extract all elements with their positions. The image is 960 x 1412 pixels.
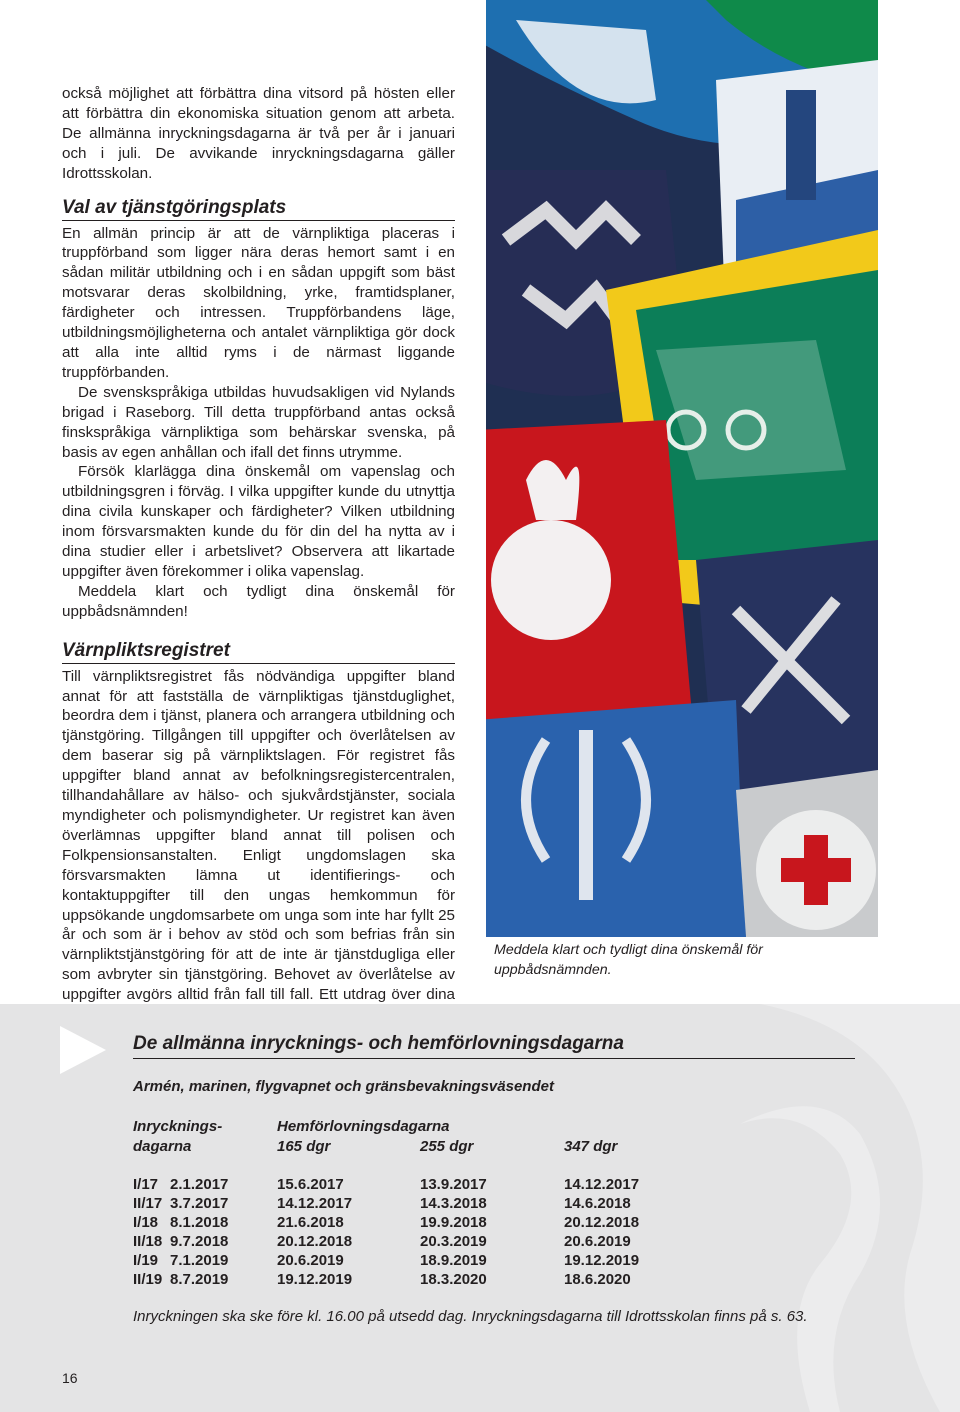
row-255: 19.9.2018 <box>420 1214 487 1231</box>
intro-paragraph: också möjlighet att förbättra dina vitsord på hösten eller att förbättra din ekonomiska situation genom att arbeta. De allmänna inryckningsdagarna är två per år i januari och i juli. De avvikande inryckningsdagarna gäller Idrottsskolan. <box>62 85 455 182</box>
unit-badges-photo <box>486 0 878 937</box>
main-text-column <box>62 84 455 1045</box>
val-paragraph-3: Försök klarlägga dina önskemål om vapenslag och utbildningsgren i förväg. I vilka uppgifter kunde du utnyttja dina civila kunskaper och färdigheter? Vilken utbildning inom försvarsmakten kunde du för din del ha nytta av i dina studier eller i arbetslivet? Observera att likartade uppgifter även förekommer i olika vapenslag. <box>62 463 455 580</box>
photo-caption: Meddela klart och tydligt dina önskemål för uppbådsnämnden. <box>494 942 763 978</box>
section-heading-registret: Värnpliktsregistret <box>62 640 455 664</box>
arrow-marker-icon <box>60 1026 106 1074</box>
registret-paragraph: Till värnpliktsregistret fås nödvändiga uppgifter bland annat för att fastställa de värnpliktigas tjänstduglighet, beordra dem i tjänst, planera och arrangera utbildning och tjänstgöring. Tillgången till uppgifter och överlåtelsen av dem baserar sig på värnpliktslagen. För registret fås uppgifter bland annat av befolkningsregistercentralen, tillhandahållare av hälso- och sjukvårdstjänster, sociala myndigheter och polismyndigheter. Ur registret kan även överlämnas uppgifter bland annat till polisen och Folkpensionsanstalten. Enligt ungdomslagen ska försvarsmakten lämna ut identifierings- och kontaktuppgifter till den ungas hemkommun för uppsökande ungdomsarbete om unga som inte har fyllt 25 år och som är i behov av stöd och som befrias från sin värnpliktstjänstgöring för att de inte är tjänstdugliga eller som avbryter sin tjänstgöring. Behovet av överlåtelse av uppgifter avgörs alltid från fall till fall. Ett utdrag över dina <box>62 667 455 1004</box>
row-term: II/18 <box>133 1233 163 1250</box>
row-255: 20.3.2019 <box>420 1233 487 1250</box>
section-heading-val: Val av tjänstgöringsplats <box>62 197 455 221</box>
schedule-box <box>0 1004 960 1412</box>
row-term: II/19 <box>133 1271 163 1288</box>
row-term: I/18 <box>133 1214 159 1231</box>
row-255: 18.3.2020 <box>420 1271 487 1288</box>
schedule-footnote: Inryckningen ska ske före kl. 16.00 på utsedd dag. Inryckningsdagarna till Idrottsskolan finns på s. 63. <box>133 1308 808 1325</box>
row-255: 18.9.2019 <box>420 1252 487 1269</box>
row-347: 20.6.2019 <box>564 1233 631 1250</box>
header-255: 255 dgr <box>420 1138 474 1155</box>
val-paragraph-4: Meddela klart och tydligt dina önskemål för uppbådsnämnden! <box>62 582 455 620</box>
row-term: II/17 <box>133 1195 163 1212</box>
header-inrycknings: Inrycknings- <box>133 1118 223 1135</box>
row-165: 19.12.2019 <box>277 1271 353 1288</box>
schedule-title: De allmänna inrycknings- och hemförlovningsdagarna <box>133 1032 855 1059</box>
row-347: 14.12.2017 <box>564 1176 640 1193</box>
row-255: 14.3.2018 <box>420 1195 487 1212</box>
header-165: 165 dgr <box>277 1138 331 1155</box>
header-347: 347 dgr <box>564 1138 618 1155</box>
row-255: 13.9.2017 <box>420 1176 487 1193</box>
row-start: 2.1.2017 <box>170 1176 229 1193</box>
row-start: 8.7.2019 <box>170 1271 229 1288</box>
row-start: 7.1.2019 <box>170 1252 229 1269</box>
row-347: 19.12.2019 <box>564 1252 640 1269</box>
row-start: 3.7.2017 <box>170 1195 229 1212</box>
row-165: 21.6.2018 <box>277 1214 344 1231</box>
row-start: 9.7.2018 <box>170 1233 229 1250</box>
header-dagarna: dagarna <box>133 1138 192 1155</box>
val-paragraph-1: En allmän princip är att de värnpliktiga placeras i truppförband som ligger nära deras hemort samt i en sådan militär utbildning och i en sådan uppgift som bäst motsvarar deras skolbildning, yrke, framtidsplaner, färdigheter och intressen. Truppförbandens läge, utbildningsmöjligheterna och antalet värnpliktiga gör dock att alla inte alltid ryms i de närmast liggande truppförbanden. <box>62 224 455 381</box>
header-hemforlovning: Hemförlovningsdagarna <box>277 1118 450 1135</box>
schedule-subtitle: Armén, marinen, flygvapnet och gränsbevakningsväsendet <box>133 1078 554 1095</box>
row-start: 8.1.2018 <box>170 1214 229 1231</box>
row-347: 14.6.2018 <box>564 1195 631 1212</box>
val-paragraph-2: De svenskspråkiga utbildas huvudsakligen vid Nylands brigad i Raseborg. Till detta truppförband antas också finskspråkiga värnpliktiga som behärskar svenska, på basis av egen anhållan och ifall det finns utrymme. <box>62 383 455 461</box>
row-165: 14.12.2017 <box>277 1195 353 1212</box>
row-term: I/17 <box>133 1176 159 1193</box>
row-347: 20.12.2018 <box>564 1214 640 1231</box>
row-term: I/19 <box>133 1252 159 1269</box>
row-347: 18.6.2020 <box>564 1271 631 1288</box>
page-number: 16 <box>62 1370 78 1386</box>
row-165: 20.6.2019 <box>277 1252 344 1269</box>
badges-illustration <box>486 0 878 937</box>
lion-watermark-icon <box>700 1004 960 1412</box>
row-165: 15.6.2017 <box>277 1176 344 1193</box>
row-165: 20.12.2018 <box>277 1233 353 1250</box>
